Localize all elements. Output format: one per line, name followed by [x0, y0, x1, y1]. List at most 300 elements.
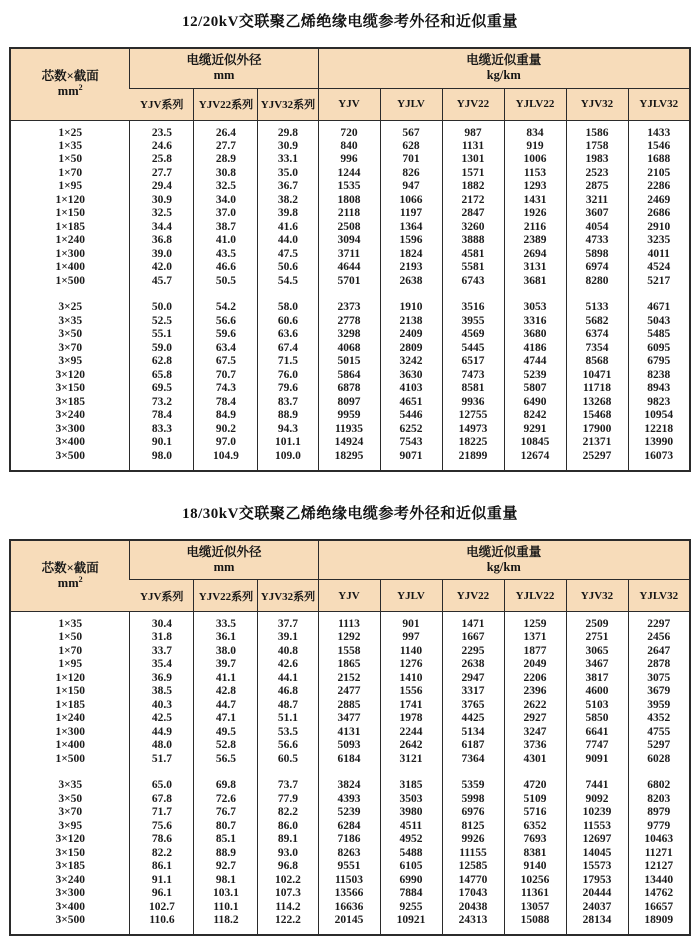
table-row	[10, 396, 690, 410]
value-cell: 36.7	[258, 180, 318, 194]
value-cell: 1131	[442, 140, 504, 154]
value-cell: 3630	[380, 369, 442, 383]
spec-label-cell: 1×150	[10, 685, 130, 699]
spec-label-cell: 3×70	[10, 806, 130, 820]
value-cell: 62.8	[130, 355, 194, 369]
spec-label-cell: 1×400	[10, 261, 130, 275]
table-row	[10, 248, 690, 262]
spec-label-cell: 1×500	[10, 753, 130, 767]
spec-label-cell: 3×120	[10, 369, 130, 383]
value-cell: 102.2	[258, 874, 318, 888]
value-cell: 3242	[380, 355, 442, 369]
value-cell: 2373	[318, 301, 380, 315]
value-cell: 2638	[442, 658, 504, 672]
value-cell: 15468	[566, 409, 628, 423]
table-row	[10, 901, 690, 915]
value-cell: 5850	[566, 712, 628, 726]
value-cell: 2878	[628, 658, 690, 672]
value-cell: 1983	[566, 153, 628, 167]
value-cell: 1431	[504, 194, 566, 208]
value-cell: 48.7	[258, 699, 318, 713]
value-cell: 73.7	[258, 779, 318, 793]
value-cell: 1197	[380, 207, 442, 221]
value-cell: 9551	[318, 860, 380, 874]
table-row	[10, 261, 690, 275]
spec-label-cell: 3×400	[10, 436, 130, 450]
value-cell: 3075	[628, 672, 690, 686]
spec-label-cell: 1×400	[10, 739, 130, 753]
value-cell: 4103	[380, 382, 442, 396]
value-cell: 89.1	[258, 833, 318, 847]
group-spacer-row	[10, 288, 690, 301]
value-cell: 52.8	[194, 739, 258, 753]
spacer-cell	[566, 766, 628, 779]
value-cell: 50.6	[258, 261, 318, 275]
value-cell: 39.0	[130, 248, 194, 262]
value-cell: 3516	[442, 301, 504, 315]
value-cell: 54.2	[194, 301, 258, 315]
value-cell: 7693	[504, 833, 566, 847]
value-cell: 16657	[628, 901, 690, 915]
spacer-cell	[10, 288, 130, 301]
value-cell: 1153	[504, 167, 566, 181]
table-row	[10, 409, 690, 423]
value-cell: 6802	[628, 779, 690, 793]
value-cell: 4011	[628, 248, 690, 262]
value-cell: 8203	[628, 793, 690, 807]
value-cell: 38.5	[130, 685, 194, 699]
value-cell: 3317	[442, 685, 504, 699]
value-cell: 2138	[380, 315, 442, 329]
spacer-cell	[318, 288, 380, 301]
value-cell: 2477	[318, 685, 380, 699]
spec-label-cell: 1×300	[10, 248, 130, 262]
subheader-cell: YJV22	[442, 88, 504, 120]
value-cell: 41.1	[194, 672, 258, 686]
value-cell: 3477	[318, 712, 380, 726]
spec-label-cell: 1×185	[10, 699, 130, 713]
spec-label-cell: 1×185	[10, 221, 130, 235]
value-cell: 6641	[566, 726, 628, 740]
value-cell: 6990	[380, 874, 442, 888]
value-cell: 36.8	[130, 234, 194, 248]
table-row	[10, 450, 690, 471]
value-cell: 1978	[380, 712, 442, 726]
value-cell: 4186	[504, 342, 566, 356]
value-cell: 4733	[566, 234, 628, 248]
value-cell: 40.3	[130, 699, 194, 713]
value-cell: 2751	[566, 631, 628, 645]
value-cell: 79.6	[258, 382, 318, 396]
value-cell: 28.9	[194, 153, 258, 167]
value-cell: 11271	[628, 847, 690, 861]
value-cell: 1758	[566, 140, 628, 154]
value-cell: 33.7	[130, 645, 194, 659]
value-cell: 11553	[566, 820, 628, 834]
value-cell: 122.2	[258, 914, 318, 935]
value-cell: 1364	[380, 221, 442, 235]
value-cell: 4131	[318, 726, 380, 740]
value-cell: 3298	[318, 328, 380, 342]
value-cell: 18295	[318, 450, 380, 471]
value-cell: 40.8	[258, 645, 318, 659]
value-cell: 5043	[628, 315, 690, 329]
subheader-cell: YJV32系列	[258, 88, 318, 120]
value-cell: 39.1	[258, 631, 318, 645]
value-cell: 34.0	[194, 194, 258, 208]
table-row	[10, 914, 690, 935]
spec-label-cell: 1×95	[10, 658, 130, 672]
value-cell: 67.4	[258, 342, 318, 356]
value-cell: 21371	[566, 436, 628, 450]
value-cell: 1371	[504, 631, 566, 645]
value-cell: 9959	[318, 409, 380, 423]
value-cell: 18909	[628, 914, 690, 935]
value-cell: 4054	[566, 221, 628, 235]
value-cell: 4581	[442, 248, 504, 262]
value-cell: 13268	[566, 396, 628, 410]
table-row	[10, 753, 690, 767]
table-row	[10, 423, 690, 437]
table-row	[10, 120, 690, 140]
spec-label-cell: 3×150	[10, 382, 130, 396]
value-cell: 110.1	[194, 901, 258, 915]
value-cell: 5701	[318, 275, 380, 289]
spacer-cell	[504, 766, 566, 779]
cores-unit: $mm^2$	[58, 576, 83, 590]
spec-label-cell: 3×25	[10, 301, 130, 315]
value-cell: 44.7	[194, 699, 258, 713]
value-cell: 103.1	[194, 887, 258, 901]
table-row	[10, 712, 690, 726]
value-cell: 49.5	[194, 726, 258, 740]
value-cell: 9255	[380, 901, 442, 915]
value-cell: 58.0	[258, 301, 318, 315]
value-cell: 98.0	[130, 450, 194, 471]
value-cell: 2389	[504, 234, 566, 248]
value-cell: 8943	[628, 382, 690, 396]
value-cell: 46.8	[258, 685, 318, 699]
spacer-cell	[628, 288, 690, 301]
value-cell: 3094	[318, 234, 380, 248]
table-row	[10, 658, 690, 672]
value-cell: 3053	[504, 301, 566, 315]
table-body	[10, 120, 690, 471]
value-cell: 628	[380, 140, 442, 154]
value-cell: 3185	[380, 779, 442, 793]
value-cell: 109.0	[258, 450, 318, 471]
value-cell: 73.2	[130, 396, 194, 410]
value-cell: 43.5	[194, 248, 258, 262]
value-cell: 38.7	[194, 221, 258, 235]
value-cell: 5998	[442, 793, 504, 807]
value-cell: 1808	[318, 194, 380, 208]
table-row	[10, 874, 690, 888]
value-cell: 35.4	[130, 658, 194, 672]
subheader-cell: YJLV32	[628, 88, 690, 120]
value-cell: 2396	[504, 685, 566, 699]
value-cell: 92.7	[194, 860, 258, 874]
value-cell: 2469	[628, 194, 690, 208]
value-cell: 5093	[318, 739, 380, 753]
spacer-cell	[194, 766, 258, 779]
value-cell: 3260	[442, 221, 504, 235]
spacer-cell	[566, 288, 628, 301]
value-cell: 29.8	[258, 120, 318, 140]
value-cell: 24037	[566, 901, 628, 915]
subheader-cell: YJLV32	[628, 580, 690, 612]
spec-label-cell: 1×240	[10, 234, 130, 248]
value-cell: 947	[380, 180, 442, 194]
value-cell: 5109	[504, 793, 566, 807]
value-cell: 2152	[318, 672, 380, 686]
value-cell: 67.5	[194, 355, 258, 369]
value-cell: 1556	[380, 685, 442, 699]
value-cell: 5239	[504, 369, 566, 383]
spacer-cell	[318, 766, 380, 779]
subheader-cell: YJV32系列	[258, 580, 318, 612]
value-cell: 39.7	[194, 658, 258, 672]
value-cell: 80.7	[194, 820, 258, 834]
value-cell: 44.0	[258, 234, 318, 248]
table-row	[10, 726, 690, 740]
value-cell: 2193	[380, 261, 442, 275]
value-cell: 2778	[318, 315, 380, 329]
value-cell: 1066	[380, 194, 442, 208]
value-cell: 63.6	[258, 328, 318, 342]
value-cell: 3681	[504, 275, 566, 289]
value-cell: 10463	[628, 833, 690, 847]
value-cell: 13990	[628, 436, 690, 450]
table-row	[10, 194, 690, 208]
value-cell: 1292	[318, 631, 380, 645]
value-cell: 24313	[442, 914, 504, 935]
value-cell: 13440	[628, 874, 690, 888]
value-cell: 47.5	[258, 248, 318, 262]
value-cell: 15088	[504, 914, 566, 935]
spec-label-cell: 1×50	[10, 631, 130, 645]
value-cell: 6028	[628, 753, 690, 767]
value-cell: 840	[318, 140, 380, 154]
table-row	[10, 153, 690, 167]
value-cell: 31.8	[130, 631, 194, 645]
table-row	[10, 207, 690, 221]
value-cell: 33.5	[194, 612, 258, 632]
value-cell: 2409	[380, 328, 442, 342]
value-cell: 20438	[442, 901, 504, 915]
value-cell: 91.1	[130, 874, 194, 888]
value-cell: 11155	[442, 847, 504, 861]
value-cell: 6352	[504, 820, 566, 834]
value-cell: 7186	[318, 833, 380, 847]
value-cell: 8280	[566, 275, 628, 289]
spec-label-cell: 3×120	[10, 833, 130, 847]
spacer-cell	[380, 766, 442, 779]
value-cell: 10471	[566, 369, 628, 383]
value-cell: 1006	[504, 153, 566, 167]
value-cell: 76.7	[194, 806, 258, 820]
value-cell: 1865	[318, 658, 380, 672]
value-cell: 4524	[628, 261, 690, 275]
value-cell: 10256	[504, 874, 566, 888]
value-cell: 4600	[566, 685, 628, 699]
value-cell: 2116	[504, 221, 566, 235]
value-cell: 38.2	[258, 194, 318, 208]
value-cell: 834	[504, 120, 566, 140]
value-cell: 96.8	[258, 860, 318, 874]
value-cell: 2642	[380, 739, 442, 753]
value-cell: 7354	[566, 342, 628, 356]
value-cell: 8263	[318, 847, 380, 861]
value-cell: 6187	[442, 739, 504, 753]
value-cell: 3980	[380, 806, 442, 820]
value-cell: 1571	[442, 167, 504, 181]
value-cell: 5445	[442, 342, 504, 356]
value-cell: 1244	[318, 167, 380, 181]
value-cell: 5898	[566, 248, 628, 262]
cores-label: 芯数×截面	[42, 69, 99, 83]
value-cell: 1301	[442, 153, 504, 167]
value-cell: 60.6	[258, 315, 318, 329]
table-row	[10, 140, 690, 154]
table-row	[10, 436, 690, 450]
value-cell: 56.6	[258, 739, 318, 753]
value-cell: 17953	[566, 874, 628, 888]
value-cell: 78.6	[130, 833, 194, 847]
spec-label-cell: 1×120	[10, 194, 130, 208]
value-cell: 20444	[566, 887, 628, 901]
value-cell: 16636	[318, 901, 380, 915]
value-cell: 4744	[504, 355, 566, 369]
value-cell: 5864	[318, 369, 380, 383]
spec-label-cell: 1×35	[10, 612, 130, 632]
subheader-cell: YJV22	[442, 580, 504, 612]
value-cell: 6974	[566, 261, 628, 275]
spec-label-cell: 3×300	[10, 423, 130, 437]
value-cell: 60.5	[258, 753, 318, 767]
value-cell: 3121	[380, 753, 442, 767]
value-cell: 8979	[628, 806, 690, 820]
value-cell: 88.9	[258, 409, 318, 423]
value-cell: 7884	[380, 887, 442, 901]
value-cell: 51.7	[130, 753, 194, 767]
spec-label-cell: 1×300	[10, 726, 130, 740]
value-cell: 1688	[628, 153, 690, 167]
spacer-cell	[10, 766, 130, 779]
value-cell: 8381	[504, 847, 566, 861]
value-cell: 987	[442, 120, 504, 140]
subheader-cell: YJV32	[566, 580, 628, 612]
value-cell: 11503	[318, 874, 380, 888]
value-cell: 1926	[504, 207, 566, 221]
table-row	[10, 699, 690, 713]
value-cell: 2244	[380, 726, 442, 740]
value-cell: 5103	[566, 699, 628, 713]
table-row	[10, 369, 690, 383]
value-cell: 32.5	[194, 180, 258, 194]
spacer-cell	[194, 288, 258, 301]
value-cell: 701	[380, 153, 442, 167]
value-cell: 4569	[442, 328, 504, 342]
table-row	[10, 806, 690, 820]
value-cell: 83.7	[258, 396, 318, 410]
value-cell: 69.5	[130, 382, 194, 396]
spec-label-cell: 3×35	[10, 315, 130, 329]
value-cell: 44.9	[130, 726, 194, 740]
value-cell: 1433	[628, 120, 690, 140]
value-cell: 6374	[566, 328, 628, 342]
value-cell: 2523	[566, 167, 628, 181]
value-cell: 104.9	[194, 450, 258, 471]
value-cell: 3467	[566, 658, 628, 672]
value-cell: 90.1	[130, 436, 194, 450]
value-cell: 2947	[442, 672, 504, 686]
value-cell: 10239	[566, 806, 628, 820]
value-cell: 36.9	[130, 672, 194, 686]
value-cell: 82.2	[130, 847, 194, 861]
value-cell: 65.8	[130, 369, 194, 383]
table-row	[10, 328, 690, 342]
table-row	[10, 779, 690, 793]
value-cell: 50.5	[194, 275, 258, 289]
value-cell: 12755	[442, 409, 504, 423]
value-cell: 3247	[504, 726, 566, 740]
value-cell: 33.1	[258, 153, 318, 167]
value-cell: 1586	[566, 120, 628, 140]
value-cell: 2118	[318, 207, 380, 221]
value-cell: 9291	[504, 423, 566, 437]
spacer-cell	[258, 766, 318, 779]
spec-label-cell: 3×95	[10, 355, 130, 369]
value-cell: 3503	[380, 793, 442, 807]
value-cell: 32.5	[130, 207, 194, 221]
cores-unit: $mm^2$	[58, 84, 83, 98]
value-cell: 30.8	[194, 167, 258, 181]
spec-label-cell: 3×240	[10, 874, 130, 888]
spec-label-cell: 1×70	[10, 167, 130, 181]
value-cell: 9092	[566, 793, 628, 807]
value-cell: 5133	[566, 301, 628, 315]
table-title-12-20kv: 12/20kV交联聚乙烯绝缘电缆参考外径和近似重量	[0, 10, 700, 31]
value-cell: 12218	[628, 423, 690, 437]
value-cell: 3955	[442, 315, 504, 329]
value-cell: 63.4	[194, 342, 258, 356]
value-cell: 30.4	[130, 612, 194, 632]
table-row	[10, 221, 690, 235]
value-cell: 8568	[566, 355, 628, 369]
value-cell: 42.0	[130, 261, 194, 275]
value-cell: 16073	[628, 450, 690, 471]
spacer-cell	[628, 766, 690, 779]
value-cell: 41.6	[258, 221, 318, 235]
table-row	[10, 315, 690, 329]
value-cell: 53.5	[258, 726, 318, 740]
value-cell: 4352	[628, 712, 690, 726]
spec-label-cell: 3×95	[10, 820, 130, 834]
subheader-cell: YJLV22	[504, 88, 566, 120]
subheader-cell: YJV32	[566, 88, 628, 120]
value-cell: 2638	[380, 275, 442, 289]
value-cell: 25297	[566, 450, 628, 471]
value-cell: 6743	[442, 275, 504, 289]
table-row	[10, 275, 690, 289]
spec-label-cell: 3×185	[10, 860, 130, 874]
value-cell: 720	[318, 120, 380, 140]
value-cell: 23.5	[130, 120, 194, 140]
value-cell: 77.9	[258, 793, 318, 807]
value-cell: 17900	[566, 423, 628, 437]
value-cell: 65.0	[130, 779, 194, 793]
